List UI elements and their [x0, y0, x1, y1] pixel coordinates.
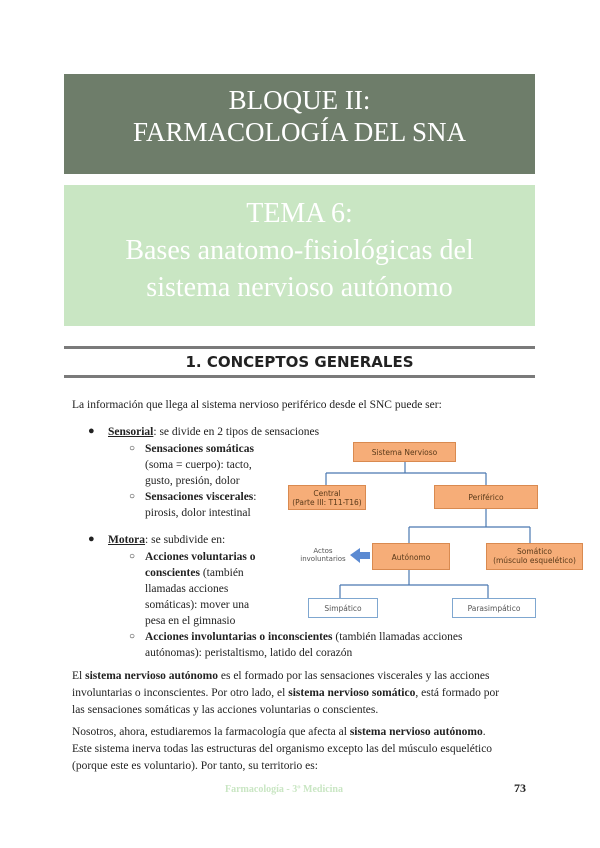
block-title-line1: BLOQUE II:	[228, 85, 371, 115]
diagram-label-actos: Actos involuntarios	[300, 547, 346, 563]
bullet-icon: ●	[88, 533, 95, 545]
paragraph-1: El sistema nervioso autónomo es el formado por las sensaciones viscerales y las acciones involuntarias o inconscientes. Por otro lado, el sistema nervioso somático, está formado por las sensaciones somáticas y las acciones voluntarias o conscientes.	[72, 670, 500, 716]
circle-bullet-icon: ○	[129, 491, 136, 502]
diagram-node-autonomo: Autónomo	[372, 543, 450, 570]
sensorial-label: Sensorial	[108, 426, 154, 438]
bullet-icon: ●	[88, 425, 95, 437]
involuntarias-line2: autónomas): peristaltismo, latido del corazón	[145, 647, 353, 659]
topic-header	[64, 185, 535, 326]
circle-bullet-icon: ○	[129, 631, 136, 642]
topic-title-line2: Bases anatomo-fisiológicas del	[125, 235, 474, 266]
topic-title-line1: TEMA 6:	[246, 198, 353, 229]
paragraph-2: Nosotros, ahora, estudiaremos la farmacología que afecta al sistema nervioso autónomo. Este sistema inerva todas las estructuras del organismo excepto las del músculo esquelético (porque este es voluntario). Por tanto, su territorio es:	[72, 726, 493, 772]
circle-bullet-icon: ○	[129, 443, 136, 454]
arrow-left-icon	[350, 548, 370, 563]
intro-text: La información que llega al sistema nervioso periférico desde el SNC puede ser:	[72, 399, 442, 411]
diagram-connectors	[280, 435, 600, 625]
voluntarias-line4: somáticas): mover una	[145, 599, 250, 611]
sensorial-text: : se divide en 2 tipos de sensaciones	[153, 426, 320, 438]
block-header	[64, 74, 535, 174]
voluntarias-line2: conscientes (también	[145, 567, 244, 579]
section-divider-bottom	[64, 375, 535, 378]
somaticas-line1: Sensaciones somáticas	[145, 443, 254, 455]
diagram-node-central: Central (Parte III: T11-T16)	[288, 485, 366, 510]
motora-text: : se subdivide en:	[145, 534, 226, 546]
diagram-node-simpatico: Simpático	[308, 598, 378, 618]
viscerales-line1: Sensaciones viscerales:	[145, 491, 257, 503]
diagram-node-somatico: Somático (músculo esquelético)	[486, 543, 583, 570]
block-title-line2: FARMACOLOGÍA DEL SNA	[132, 117, 467, 147]
section-divider-top	[64, 346, 535, 349]
voluntarias-line3: llamadas acciones	[145, 583, 229, 595]
diagram-node-periferico: Periférico	[434, 485, 538, 509]
voluntarias-line1: Acciones voluntarias o	[145, 551, 256, 563]
diagram-node-parasimpatico: Parasimpático	[452, 598, 536, 618]
somaticas-line3: gusto, presión, dolor	[145, 475, 240, 487]
topic-title-line3: sistema nervioso autónomo	[146, 272, 453, 303]
somaticas-line2: (soma = cuerpo): tacto,	[145, 459, 252, 471]
footer-label: Farmacología - 3º Medicina	[225, 784, 343, 795]
diagram-node-root: Sistema Nervioso	[353, 442, 456, 462]
motora-label: Motora	[108, 534, 146, 546]
voluntarias-line5: pesa en el gimnasio	[145, 615, 236, 627]
viscerales-line2: pirosis, dolor intestinal	[145, 507, 251, 519]
section-title: 1. CONCEPTOS GENERALES	[185, 353, 414, 371]
page-number: 73	[514, 781, 526, 795]
circle-bullet-icon: ○	[129, 551, 136, 562]
motora-item	[108, 532, 225, 548]
involuntarias-line1: Acciones involuntarias o inconscientes (también llamadas acciones	[145, 631, 463, 643]
